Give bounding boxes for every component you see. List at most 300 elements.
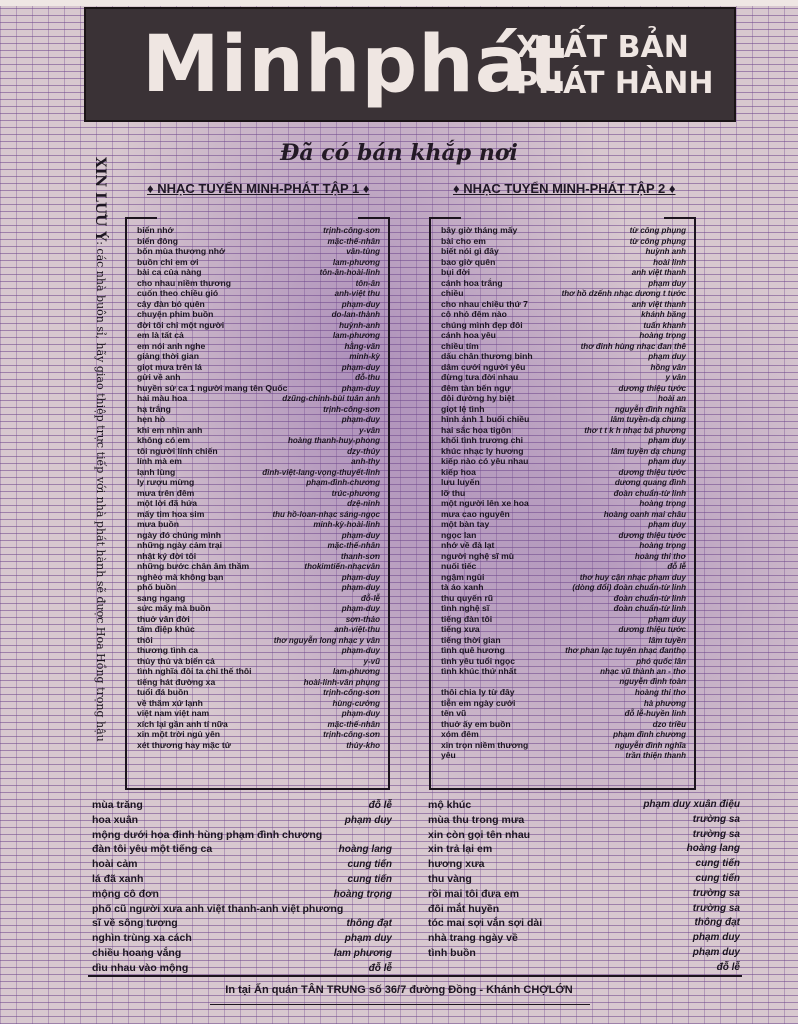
song-list-1 (137, 225, 380, 750)
song-title: phố buồn (137, 582, 177, 592)
song-title: bao giờ quên (441, 256, 496, 267)
song-row (604, 842, 740, 857)
song-title: người nghệ sĩ mù (441, 550, 514, 561)
publish-line-2: PHÁT HÀNH (516, 66, 714, 101)
song-author: trường sa (692, 813, 740, 825)
box-corner (127, 217, 157, 219)
subtitle: Đã có bán khắp nơi (280, 140, 518, 166)
song-row (441, 341, 686, 352)
song-author: cung tiến (695, 872, 740, 884)
printer-footer: In tại Ấn quán TÂN TRUNG số 36/7 đường Đồng - Khánh CHỢLỚN (225, 984, 573, 996)
song-row (441, 540, 686, 551)
song-row (428, 931, 566, 946)
song-title: thuở vân đời (137, 613, 190, 624)
song-row (441, 225, 686, 236)
song-title: kiếp nào có yêu nhau (441, 456, 529, 466)
song-title: bây giờ tháng mấy (441, 225, 518, 235)
song-row (137, 719, 380, 730)
song-row (137, 561, 380, 572)
song-author: thơ hồ dzếnh nhạc dương t tước (561, 289, 686, 298)
song-author: hà phương (643, 698, 686, 708)
song-author: huỳnh-anh (339, 320, 380, 330)
song-author: thông đạt (694, 917, 740, 929)
song-row (441, 257, 686, 268)
song-title: một người lên xe hoa (441, 498, 529, 508)
song-title: thủy thủ và biển cả (137, 655, 215, 666)
song-author: nguyễn đình nghĩa (614, 740, 686, 750)
song-row (428, 872, 566, 887)
footer-underline (210, 1004, 590, 1005)
song-author: đỗ lễ (667, 562, 686, 571)
song-author: lam-phương (332, 331, 380, 340)
song-row (137, 404, 380, 415)
song-author: đoàn chuẩn-từ linh (613, 593, 686, 603)
song-author: huỳnh anh (645, 247, 686, 256)
song-row (137, 267, 380, 278)
song-row (137, 288, 380, 299)
song-title: mộ khúc (428, 799, 472, 811)
song-title: tình buồn (428, 946, 476, 959)
song-row (137, 624, 380, 635)
song-author: lam phương (333, 947, 392, 959)
song-author: phạm-duy (341, 362, 380, 372)
song-author: anh-việt-thu (334, 625, 380, 634)
song-author: thu hồ-loan-nhạc sáng-ngọc (272, 509, 380, 519)
song-title: đời tôi chỉ một người (137, 319, 225, 330)
song-author: y-vân (359, 425, 380, 435)
song-title: hai sắc hoa tigôn (441, 424, 512, 435)
song-row (441, 320, 686, 331)
song-author: minh-kỳ-hoài-linh (313, 520, 380, 529)
song-title: kiếp hoa (441, 466, 476, 477)
song-title: biển đông (137, 235, 179, 246)
song-author: phó quốc lân (636, 656, 686, 666)
song-row (137, 299, 380, 310)
song-title: hương xưa (428, 858, 485, 871)
song-row (428, 798, 566, 813)
song-row (604, 813, 740, 828)
song-title: sĩ về sông tương (92, 917, 178, 930)
song-row (428, 946, 566, 961)
song-row (137, 572, 380, 583)
song-author: dương thiệu tước (618, 383, 686, 393)
song-author: hoàng oanh mai châu (603, 509, 686, 519)
song-row (137, 383, 380, 394)
song-author: đinh-việt-lang-vọng-thuyết-linh (262, 467, 380, 477)
song-author: phạm duy (648, 352, 686, 361)
song-row (428, 916, 566, 931)
song-title: khi em nhìn anh (137, 424, 203, 435)
song-row (137, 425, 380, 436)
song-author: phạm-duy (341, 383, 380, 393)
song-author: cung tiến (347, 873, 392, 885)
song-row (137, 729, 380, 740)
song-title: chúng mình đẹp đôi (441, 319, 523, 330)
song-title: mộng dưới hoa đinh hùng phạm đình chương (92, 828, 323, 841)
song-title: hình ảnh 1 buổi chiều (441, 414, 530, 424)
song-title: chiều tím (441, 340, 479, 351)
song-author: (dòng đổi) đoàn chuẩn-từ linh (572, 583, 686, 592)
song-title: em nói anh nghe (137, 340, 206, 351)
brand-logo: Minhphát (142, 20, 567, 110)
song-title: sang ngang (137, 592, 186, 603)
song-author: phạm-duy (341, 299, 380, 309)
song-title: cho nhau chiều thứ 7 (441, 298, 528, 309)
column-1-heading: ♦ NHẠC TUYỂN MINH-PHÁT TẬP 1 ♦ (147, 181, 370, 196)
song-row (441, 383, 686, 394)
song-title: phố cũ người xưa anh việt thanh-anh việt phương (92, 902, 344, 915)
box-corner (358, 217, 388, 219)
song-row (604, 857, 740, 872)
song-author: phạm-duy (341, 646, 380, 655)
song-row (441, 593, 686, 604)
song-title: cánh hoa yêu (441, 330, 496, 340)
song-row (441, 708, 686, 719)
song-title: hoa xuân (92, 813, 139, 826)
song-title: tôi người lính chiến (137, 445, 218, 456)
song-row (428, 857, 566, 872)
song-row (441, 572, 686, 583)
song-row (441, 687, 686, 698)
song-title: chiều hoang vắng (92, 946, 182, 959)
song-row (137, 435, 380, 446)
song-row (441, 362, 686, 373)
song-row (137, 456, 380, 467)
side-note (84, 157, 114, 807)
song-row (441, 666, 686, 677)
box-corner (431, 217, 461, 219)
song-author: phạm-duy (341, 583, 380, 592)
song-title: nhật ký đời tôi (137, 550, 197, 561)
song-row (604, 946, 740, 961)
song-row (441, 614, 686, 625)
song-title: yêu (441, 750, 456, 760)
song-title: đôi đường hy biệt (441, 393, 515, 403)
song-author: lam-phương (332, 257, 380, 267)
song-author: đoàn chuẩn-từ linh (613, 604, 686, 613)
song-title: rồi mai tôi đưa em (428, 887, 520, 900)
song-title: bài cho em (441, 235, 486, 246)
song-row (441, 393, 686, 404)
song-author: thanh-sơn (340, 551, 380, 561)
song-title: dìu nhau vào mộng (92, 961, 189, 974)
song-row (92, 798, 392, 813)
song-author: dzy-thủy (347, 446, 380, 456)
song-title: một bàn tay (441, 519, 490, 529)
song-row (137, 666, 380, 677)
bottom-list-right (604, 798, 740, 976)
song-title: mưa trên đêm (137, 487, 195, 498)
song-row (604, 798, 740, 813)
song-title: cuốn theo chiều gió (137, 288, 219, 298)
song-author: tôn-ân (355, 278, 380, 288)
song-author: hoàng thanh-huy-phong (288, 436, 380, 445)
song-author: trúc-phương (331, 488, 380, 498)
song-author: lâm tuyền-dạ chung (610, 415, 686, 424)
song-row (428, 813, 566, 828)
song-author: minh-kỳ (349, 352, 380, 361)
song-title: dấu chân thương binh (441, 351, 533, 361)
song-author: đỗ lễ-huyền linh (624, 709, 686, 718)
song-author: thơ đinh hùng nhạc đan thê (580, 341, 686, 351)
song-author: phạm duy (344, 814, 392, 826)
song-title: tiếng hát đường xa (137, 676, 216, 687)
song-author: trần thiện thanh (625, 751, 686, 760)
song-row (137, 362, 380, 373)
song-row (92, 872, 392, 887)
song-author: dzũng-chinh-bùi tuân anh (282, 394, 380, 403)
song-author: hoàng thi thơ (634, 551, 686, 561)
song-row (137, 603, 380, 614)
song-author: y-vũ (363, 656, 380, 666)
song-author: hoài an (657, 394, 686, 403)
song-author: lâm tuyền (648, 635, 686, 645)
song-title: xét thương hay mặc tử (137, 739, 232, 750)
song-title: ngọc lan (441, 529, 477, 540)
song-author: hoàng trọng (639, 541, 686, 550)
song-title: mùa trăng (92, 799, 143, 811)
song-author: đoàn chuẩn-từ linh (613, 488, 686, 498)
song-row (441, 477, 686, 488)
song-row (441, 330, 686, 341)
song-title: nuối tiếc (441, 561, 477, 571)
song-title: nhà trang ngày về (428, 932, 518, 945)
song-row (137, 656, 380, 667)
song-row (441, 582, 686, 593)
song-row (92, 857, 392, 872)
song-title: tiếng xưa (441, 624, 480, 634)
song-row (137, 467, 380, 478)
song-title: xóm đêm (441, 729, 479, 739)
song-author: anh-việt thu (334, 289, 380, 298)
song-title: thu vàng (428, 872, 472, 885)
song-author: hoài-linh-văn phụng (303, 677, 380, 687)
song-row (441, 624, 686, 635)
song-row (137, 540, 380, 551)
song-author: lâm tuyền dạ chung (610, 446, 686, 456)
song-row (137, 530, 380, 541)
song-author: cung tiến (347, 859, 392, 871)
song-title: thu quyến rũ (441, 592, 494, 603)
song-author: trường sa (692, 902, 740, 914)
song-row (441, 519, 686, 530)
song-row (137, 645, 380, 656)
song-author: từ công phụng (629, 236, 686, 246)
song-row (441, 299, 686, 310)
song-title: đừng tưa đời nhau (441, 372, 519, 382)
song-author: hoàng trọng (639, 331, 686, 340)
song-author: hoài linh (653, 257, 686, 267)
song-author: thông đạt (346, 918, 392, 930)
song-title: biết nói gì đây (441, 246, 499, 256)
song-author: hoàng trọng (639, 499, 686, 508)
song-row (441, 635, 686, 646)
song-row (441, 740, 686, 751)
song-author: phạm duy (648, 278, 686, 288)
song-row (441, 498, 686, 509)
song-author: đỗ-thu (355, 373, 380, 382)
song-title: lỡ thu (441, 487, 466, 498)
song-row (604, 902, 740, 917)
song-author: cung tiến (695, 858, 740, 870)
song-author: khánh băng (641, 310, 686, 319)
song-title: lá đã xanh (92, 872, 144, 885)
song-box-1 (125, 217, 390, 790)
song-title: tình nghĩa đôi ta chỉ thế thôi (137, 666, 252, 676)
song-title: chuyện phim buồn (137, 309, 214, 319)
song-author: dương thiệu tước (618, 530, 686, 540)
song-author: phạm duy (692, 946, 740, 958)
song-author: phạm-duy (341, 709, 380, 718)
song-row (92, 842, 392, 857)
song-row (92, 887, 392, 902)
song-title: cho nhau niềm thương (137, 277, 231, 288)
song-row (441, 603, 686, 614)
song-title: tiếng đàn tôi (441, 613, 493, 624)
song-author: mặc-thế-nhân (327, 541, 380, 550)
side-note-text: : các nhà buôn sỉ, hãy giao thiệp trực tiếp với nhà phát hành sẽ được Hoa Hồng trọng hậu (94, 241, 107, 742)
song-author: từ công phụng (629, 226, 686, 235)
song-row (441, 719, 686, 730)
song-title: nghèo mà không bạn (137, 571, 224, 582)
song-row (137, 341, 380, 352)
song-row (441, 414, 686, 425)
song-row (137, 698, 380, 709)
song-title: chiều (441, 288, 464, 298)
publish-line-1: XUẤT BẢN (516, 30, 689, 65)
song-row (604, 887, 740, 902)
song-title: lạnh lùng (137, 466, 176, 477)
song-title: bụi đời (441, 267, 471, 277)
song-author: phạm duy (648, 457, 686, 466)
song-author: thơ huy cận nhạc phạm duy (579, 572, 686, 582)
song-author: trịnh-công-sơn (323, 688, 380, 697)
song-title: bài ca của nàng (137, 267, 202, 277)
song-author: hồng vân (650, 362, 686, 372)
song-title: đêm tàn bến ngự (441, 382, 511, 393)
song-author: nguyễn đình nghĩa (614, 404, 686, 414)
song-row (441, 435, 686, 446)
song-row (92, 946, 392, 961)
song-author: tôn-ân-hoài-linh (319, 268, 380, 277)
song-row (441, 425, 686, 436)
song-title: tình nghệ sĩ (441, 603, 490, 613)
song-title: giọt lệ tình (441, 403, 485, 414)
song-title: hạ trắng (137, 403, 171, 414)
song-row (92, 902, 392, 917)
song-author: đỗ lễ (368, 800, 392, 811)
song-title: thương tình ca (137, 645, 199, 655)
song-row (441, 561, 686, 572)
song-row (428, 828, 566, 843)
song-title: huyền sử ca 1 người mang tên Quốc (137, 382, 288, 393)
song-author: trịnh-công-sơn (323, 404, 380, 414)
song-title: cây đàn bỏ quên (137, 298, 205, 309)
song-row (137, 614, 380, 625)
song-row (428, 842, 566, 857)
song-box-2 (429, 217, 696, 790)
song-author: phạm duy (648, 520, 686, 529)
song-title: hai màu hoa (137, 393, 188, 403)
song-author: anh việt thanh (631, 268, 686, 277)
song-row (137, 477, 380, 488)
song-title: một lời đã hứa (137, 498, 198, 508)
bottom-list-left (92, 798, 392, 976)
song-title: đàn tôi yêu một tiếng ca (92, 843, 213, 856)
song-author: thủy-kho (346, 740, 380, 750)
song-row (604, 828, 740, 843)
song-author: trịnh-công-sơn (323, 226, 380, 235)
song-title: hoài cảm (92, 858, 138, 871)
song-row (137, 372, 380, 383)
song-title: cánh hoa trắng (441, 277, 503, 288)
song-title: tâm điệp khúc (137, 624, 195, 634)
song-row (137, 236, 380, 247)
song-row (604, 931, 740, 946)
song-author: phạm duy (344, 933, 392, 945)
song-title: nhớ về đà lạt (441, 540, 495, 550)
song-row (137, 582, 380, 593)
song-author: anh-thy (351, 457, 380, 466)
song-title: lính mà em (137, 456, 182, 466)
song-title: ngày đó chúng mình (137, 529, 222, 540)
bottom-list-middle (428, 798, 566, 961)
song-title: tiễn em ngày cưới (441, 697, 516, 708)
song-author: sơn-thảo (345, 614, 380, 624)
song-row (428, 887, 566, 902)
song-author: dương thiệu tước (618, 467, 686, 477)
song-author: dương thiệu tước (618, 625, 686, 634)
song-title: thuở ấy em buồn (441, 718, 511, 729)
song-title: buồn chi em ơi (137, 256, 199, 267)
song-author: đỗ lễ (716, 961, 740, 973)
song-author: do-lan-thành (331, 310, 380, 319)
song-author: thơ nguyễn long nhạc y vân (273, 635, 380, 645)
song-title: mấy tim hoa sim (137, 508, 205, 519)
song-row (137, 551, 380, 562)
song-title: mùa thu trong mưa (428, 813, 525, 826)
song-author: phạm-đình-chương (306, 478, 380, 487)
song-title: giảng thời gian (137, 351, 199, 361)
song-title: nghìn trùng xa cách (92, 932, 192, 945)
song-title: xin còn gọi tên nhau (428, 828, 531, 841)
song-row (137, 330, 380, 341)
song-author: phạm-duy (341, 604, 380, 613)
song-title: tóc mai sợi vắn sợi dài (428, 917, 543, 930)
song-title: tà áo xanh (441, 582, 484, 592)
song-author: dương quang đình (614, 478, 686, 487)
song-row (441, 446, 686, 457)
song-row (441, 656, 686, 667)
song-author: nhạc vũ thành an - thơ (600, 667, 686, 676)
song-row (137, 414, 380, 425)
song-title: không có em (137, 435, 191, 445)
song-title: xin một trời ngủ yên (137, 729, 220, 739)
song-row (137, 509, 380, 520)
song-row (137, 246, 380, 257)
song-author: mặc-thế-nhân (327, 236, 380, 246)
song-author: hoàng trọng (333, 888, 392, 900)
song-row (137, 708, 380, 719)
song-author: hằng-văn (344, 341, 380, 351)
song-row (441, 698, 686, 709)
song-title: mộng cô đơn (92, 887, 159, 900)
song-title: sức mấy mà buồn (137, 603, 211, 613)
song-row (441, 267, 686, 278)
song-author: đỗ lễ (368, 962, 392, 974)
song-row (441, 509, 686, 520)
song-author: dzệ-ninh (347, 499, 380, 508)
